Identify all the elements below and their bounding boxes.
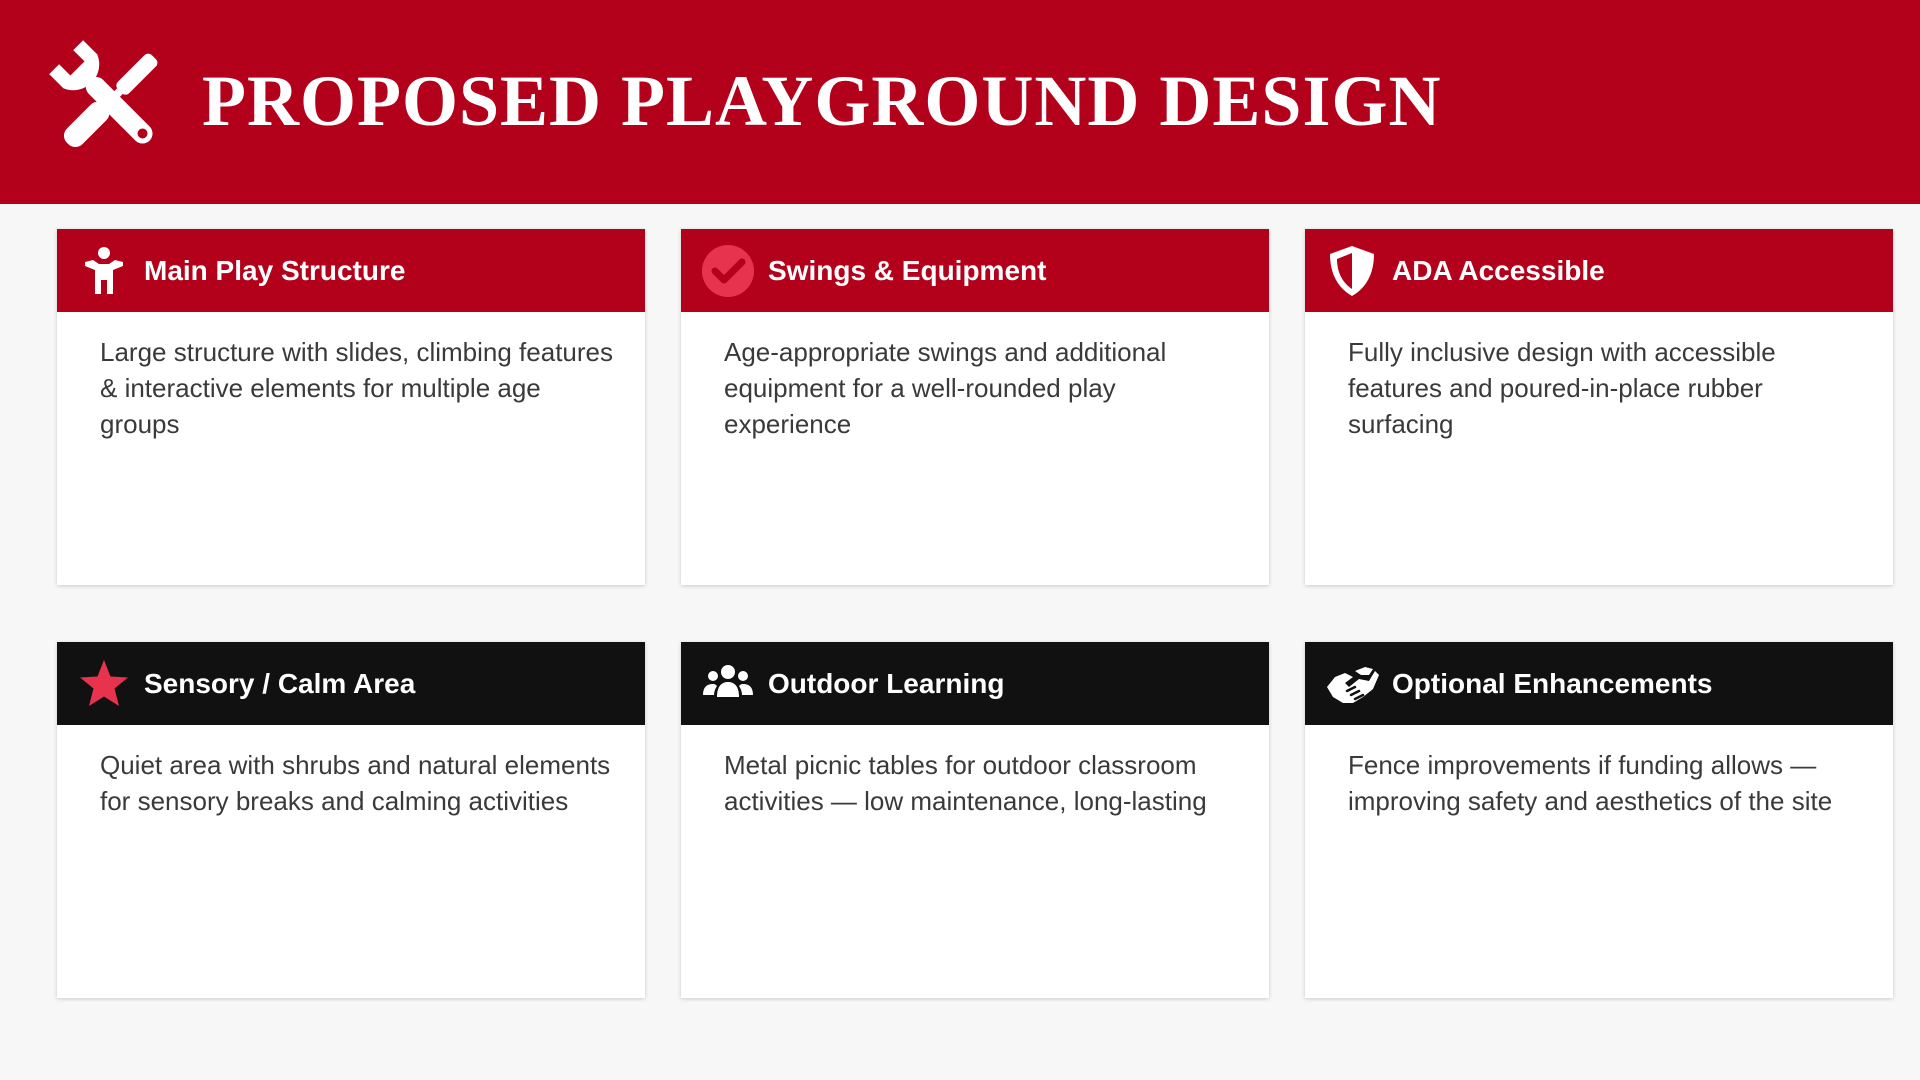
card-header xyxy=(1305,642,1893,725)
card-header xyxy=(681,229,1269,312)
card-title: Sensory / Calm Area xyxy=(144,668,416,699)
card-description: Quiet area with shrubs and natural elements for sensory breaks and calming activities xyxy=(100,750,611,816)
page-title: PROPOSED PLAYGROUND DESIGN xyxy=(202,61,1442,141)
card-description: Fence improvements if funding allows — improving safety and aesthetics of the site xyxy=(1348,750,1833,816)
card-description: Metal picnic tables for outdoor classroom activities — low maintenance, long-lasting xyxy=(724,750,1207,816)
card-title: Outdoor Learning xyxy=(768,668,1005,699)
card-description: Fully inclusive design with accessible features and poured-in-place rubber surfacing xyxy=(1348,337,1776,439)
card-swings-equipment xyxy=(681,229,1269,585)
card-header xyxy=(1305,229,1893,312)
card-title: ADA Accessible xyxy=(1392,255,1605,286)
tools-icon xyxy=(46,37,174,165)
card-outdoor-learning xyxy=(681,642,1269,998)
card-header xyxy=(681,642,1269,725)
card-header xyxy=(57,642,645,725)
card-description: Large structure with slides, climbing features & interactive elements for multiple age groups xyxy=(100,337,614,439)
child-icon xyxy=(77,244,131,298)
card-optional-enhancements xyxy=(1305,642,1893,998)
card-sensory-calm-area xyxy=(57,642,645,998)
card-title: Main Play Structure xyxy=(144,255,406,286)
star-icon xyxy=(77,657,131,711)
check-circle-icon xyxy=(701,244,755,298)
users-icon xyxy=(701,657,755,711)
card-title: Swings & Equipment xyxy=(768,255,1047,286)
page-header xyxy=(0,0,1920,204)
card-description: Age-appropriate swings and additional equipment for a well-rounded play experience xyxy=(724,337,1167,439)
shield-icon xyxy=(1325,244,1379,298)
card-header xyxy=(57,229,645,312)
card-ada-accessible xyxy=(1305,229,1893,585)
card-title: Optional Enhancements xyxy=(1392,668,1713,699)
card-main-play-structure xyxy=(57,229,645,585)
handshake-icon xyxy=(1325,657,1379,711)
